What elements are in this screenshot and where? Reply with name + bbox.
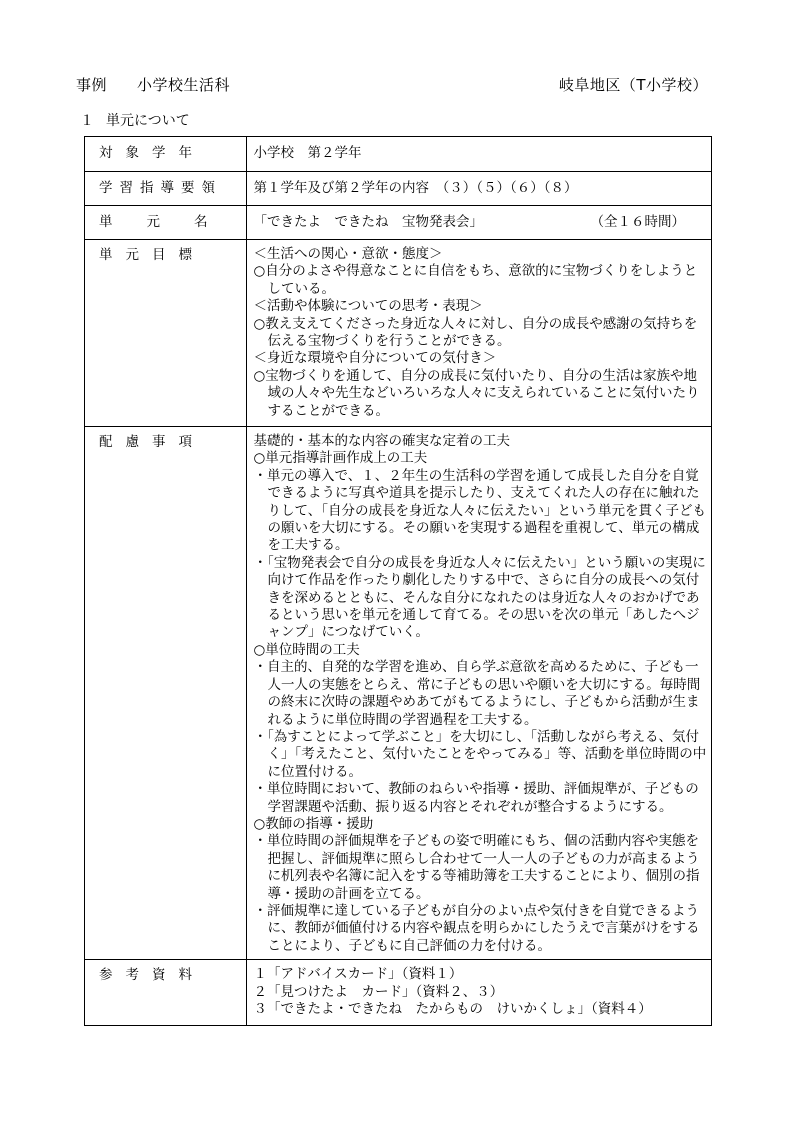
considerations-title: 基礎的・基本的な内容の確実な定着の工夫 [253, 433, 510, 449]
goal-heading: ＜生活への関心・意欲・態度＞ [253, 246, 443, 262]
references-row [85, 960, 712, 1026]
considerations-item: ・「宝物発表会で自分の成長を身近な人々に伝えたい」という願いの実現に向けて作品を作ったり劇化したりする中で、さらに自分の成長への気付きを深めるとともに、そんな自分になれたのは身近な人々のおかげであるという思いを単元を通して育てる。その思いを次の単元「あしたへジャンプ」につなげていく。 [253, 554, 706, 641]
references-label: 参考資料 [85, 960, 247, 1026]
unit-title: 「できたよ できたね 宝物発表会」 [253, 213, 483, 230]
unit-goal-label: 単元目標 [85, 240, 247, 427]
document-header-left [76, 74, 230, 95]
goal-heading: ＜身近な環境や自分についての気付き＞ [253, 350, 497, 367]
considerations-subheading: ○単位時間の工夫 [253, 641, 360, 658]
considerations-row [85, 427, 712, 960]
target-grade-row [85, 137, 712, 172]
target-grade-value: 小学校 第２学年 [246, 137, 712, 172]
section-number: １ [80, 113, 94, 129]
section-heading [80, 110, 190, 130]
considerations-subheading: ○単元指導計画作成上の工夫 [253, 450, 428, 467]
considerations-value [246, 427, 712, 960]
region-label: 岐阜地区（T小学校） [558, 76, 708, 94]
reference-item: １「アドバイスカード」（資料１） [253, 966, 463, 983]
considerations-item: ・「為すことによって学ぶこと」を大切にし、「活動しながら考える、気付く」「考えたこと、気付いたことをやってみる」等、活動を単位時間の中に位置付ける。 [253, 728, 707, 780]
guideline-value: 第１学年及び第２学年の内容 （３）（５）（６）（８） [246, 172, 712, 206]
guideline-row [85, 172, 712, 206]
considerations-label: 配慮事項 [85, 427, 247, 960]
goal-item: ○宝物づくりを通して、自分の成長に気付いたり、自分の生活は家族や地域の人々や先生などいろいろな人々に支えられていることに気付いたりすることができる。 [253, 367, 700, 419]
references-value [246, 960, 712, 1026]
considerations-item: ・単元の導入で、１、２年生の生活科の学習を通して成長した自分を自覚できるように写真や道具を提示したり、支えてくれた人の存在に触れたりして、「自分の成長を身近な人々に伝えたい」という単元を貫く子どもの願いを大切にする。その願いを実現する過程を重視して、単元の構成を工夫する。 [253, 467, 706, 554]
reference-item: ３「できたよ・できたね たからもの けいかくしょ」（資料４） [253, 1001, 652, 1017]
unit-hours: （全１６時間） [590, 213, 685, 230]
unit-name-label: 単元名 [85, 206, 247, 240]
considerations-subheading: ○教師の指導・援助 [253, 815, 374, 832]
goal-item: ○教え支えてくださった身近な人々に対し、自分の成長や感謝の気持ちを伝える宝物づくりを行うことができる。 [253, 315, 698, 350]
unit-info-table [84, 136, 712, 1026]
goal-heading: ＜活動や体験についての思考・表現＞ [253, 298, 483, 315]
unit-name-value [246, 206, 712, 240]
considerations-item: ・単位時間の評価規準を子どもの姿で明確にもち、個の活動内容や実態を把握し、評価規準に照らし合わせて一人一人の子どもの力が高まるように机列表や名簿に記入をする等補助簿を工夫することにより、個別の指導・援助の計画を立てる。 [253, 833, 700, 902]
subject-label: 小学校生活科 [137, 76, 231, 94]
section-title: 単元について [106, 113, 190, 129]
considerations-item: ・評価規準に達している子どもが自分のよい点や気付きを自覚できるように、教師が価値付ける内容や観点を明らかにしたうえで言葉がけをすることにより、子どもに自己評価の力を付ける。 [253, 902, 700, 954]
considerations-item: ・単位時間において、教師のねらいや指導・援助、評価規準が、子どもの学習課題や活動、振り返る内容とそれぞれが整合するようにする。 [253, 781, 699, 815]
target-grade-label: 対象学年 [85, 137, 247, 172]
unit-goal-row [85, 240, 712, 427]
unit-goal-value [246, 240, 712, 427]
guideline-label: 学習指導要領 [85, 172, 247, 206]
considerations-item: ・自主的、自発的な学習を進め、自ら学ぶ意欲を高めるために、子ども一人一人の実態をとらえ、常に子どもの思いや願いを大切にする。毎時間の終末に次時の課題やめあてがもてるようにし、子どもから活動が生まれるように単位時間の学習過程を工夫する。 [253, 659, 701, 728]
case-label: 事例 [76, 76, 108, 94]
unit-name-row [85, 206, 712, 240]
reference-item: ２「見つけたよ カード」（資料２、３） [253, 983, 504, 1000]
goal-item: ○自分のよさや得意なことに自信をもち、意欲的に宝物づくりをしようとしている。 [253, 263, 698, 297]
